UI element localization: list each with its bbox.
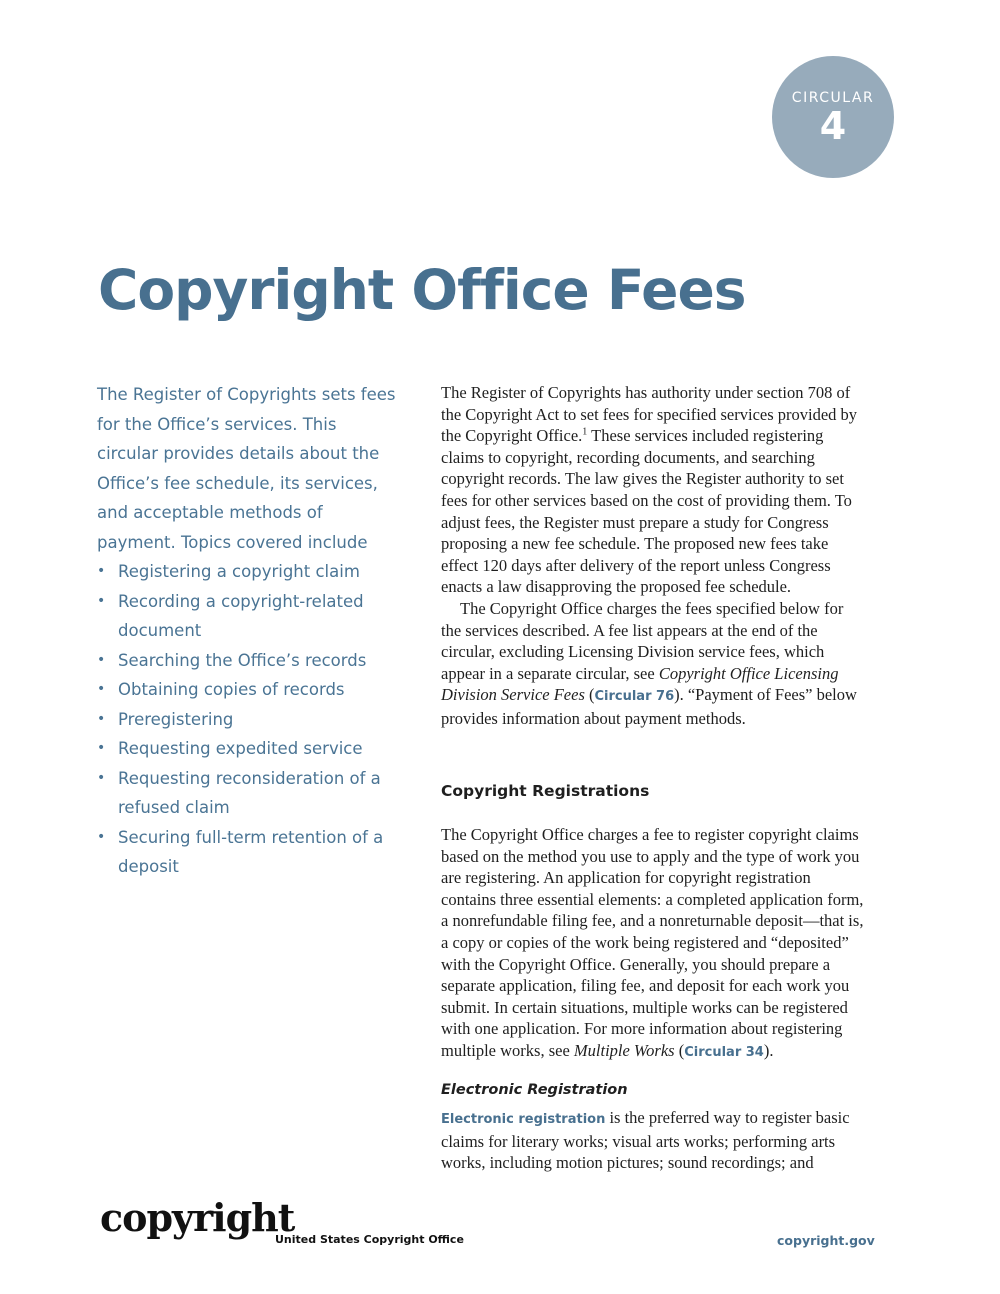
intro-sidebar	[97, 380, 397, 882]
website-link[interactable]: copyright.gov	[777, 1233, 875, 1248]
logo-subtitle: United States Copyright Office	[275, 1233, 464, 1246]
paragraph-registrations	[441, 824, 865, 1064]
topic-item: • Requesting expedited service	[97, 734, 397, 764]
topic-item: • Preregistering	[97, 705, 397, 735]
licensing-circular-title: Copyright Office Licensing Division Service Fees	[441, 663, 839, 705]
main-column	[441, 382, 865, 1174]
registrations-text: The Copyright Office charges a fee to register copyright claims based on the method you use to apply and the type of work you are registering. An application for copyright registration contains three essential elements: a completed application form, a nonrefundable filing fee, and a nonreturnable deposit—that is, a copy or copies of the work being registered and “deposited” with the Copyright Office. Generally, you should prepare a separate application, filing fee, and deposit for each work you submit. In certain situations, multiple works can be registered with one application. For more information about registering multiple works, see	[441, 825, 864, 1061]
circular-34-link[interactable]: Circular 34	[684, 1045, 764, 1061]
logo-wordmark: copyright	[100, 1195, 295, 1240]
badge-number: 4	[819, 104, 847, 148]
circular-76-link[interactable]: Circular 76	[594, 689, 675, 705]
footnote-ref[interactable]: 1	[582, 426, 588, 438]
fees-text-end: ). “Payment of Fees” below provides information about payment methods.	[441, 685, 857, 728]
authority-text-rest: These services included registering claims to copyright, recording documents, and searching copyright records. The law gives the Register authority to set fees for other services based on the cost of providing them. To adjust fees, the Register must prepare a study for Congress proposing a new fee schedule. The proposed new fees take effect 120 days after delivery of the report unless Congress enacts a law disapproving the proposed fee schedule.	[441, 426, 852, 597]
paragraph-electronic	[441, 1107, 865, 1174]
circular-badge	[772, 56, 894, 178]
electronic-registration-link[interactable]: Electronic registration	[441, 1112, 606, 1128]
topic-item: • Recording a copyright-related document	[97, 587, 397, 646]
paragraph-authority	[441, 382, 865, 598]
topic-item: • Securing full-term retention of a deposit	[97, 823, 397, 882]
authority-text: The Register of Copyrights has authority under section 708 of the Copyright Act to set fees for specified services provided by the Copyright Office.	[441, 383, 858, 446]
electronic-text: is the preferred way to register basic claims for literary works; visual arts works; performing arts works, including motion pictures; sound recordings; and	[441, 1108, 850, 1173]
intro-text: The Register of Copyrights sets fees for the Office’s services. This circular provides details about the Office’s fee schedule, its services, and acceptable methods of payment. Topics covered include	[97, 385, 396, 552]
topic-item: • Registering a copyright claim	[97, 557, 397, 587]
paren-open: (	[674, 1041, 685, 1061]
paren-open: (	[584, 685, 595, 705]
multiple-works-title: Multiple Works	[573, 1041, 675, 1061]
subheading-electronic: Electronic Registration	[441, 1081, 628, 1098]
page-title: Copyright Office Fees	[98, 258, 746, 322]
badge-label: CIRCULAR	[791, 90, 875, 106]
topic-item: • Requesting reconsideration of a refused claim	[97, 764, 397, 823]
section-heading: Copyright Registrations	[441, 781, 650, 800]
copyright-office-logo	[100, 1195, 464, 1246]
topics-list	[97, 557, 397, 882]
topic-item: • Obtaining copies of records	[97, 675, 397, 705]
fees-text: The Copyright Office charges the fees specified below for the services described. A fee list appears at the end of the circular, excluding Licensing Division service fees, which appear in a separate circular, see	[441, 598, 844, 683]
registrations-text-end: ).	[763, 1041, 774, 1061]
paragraph-fees	[441, 598, 865, 730]
topic-item: • Searching the Office’s records	[97, 646, 397, 676]
